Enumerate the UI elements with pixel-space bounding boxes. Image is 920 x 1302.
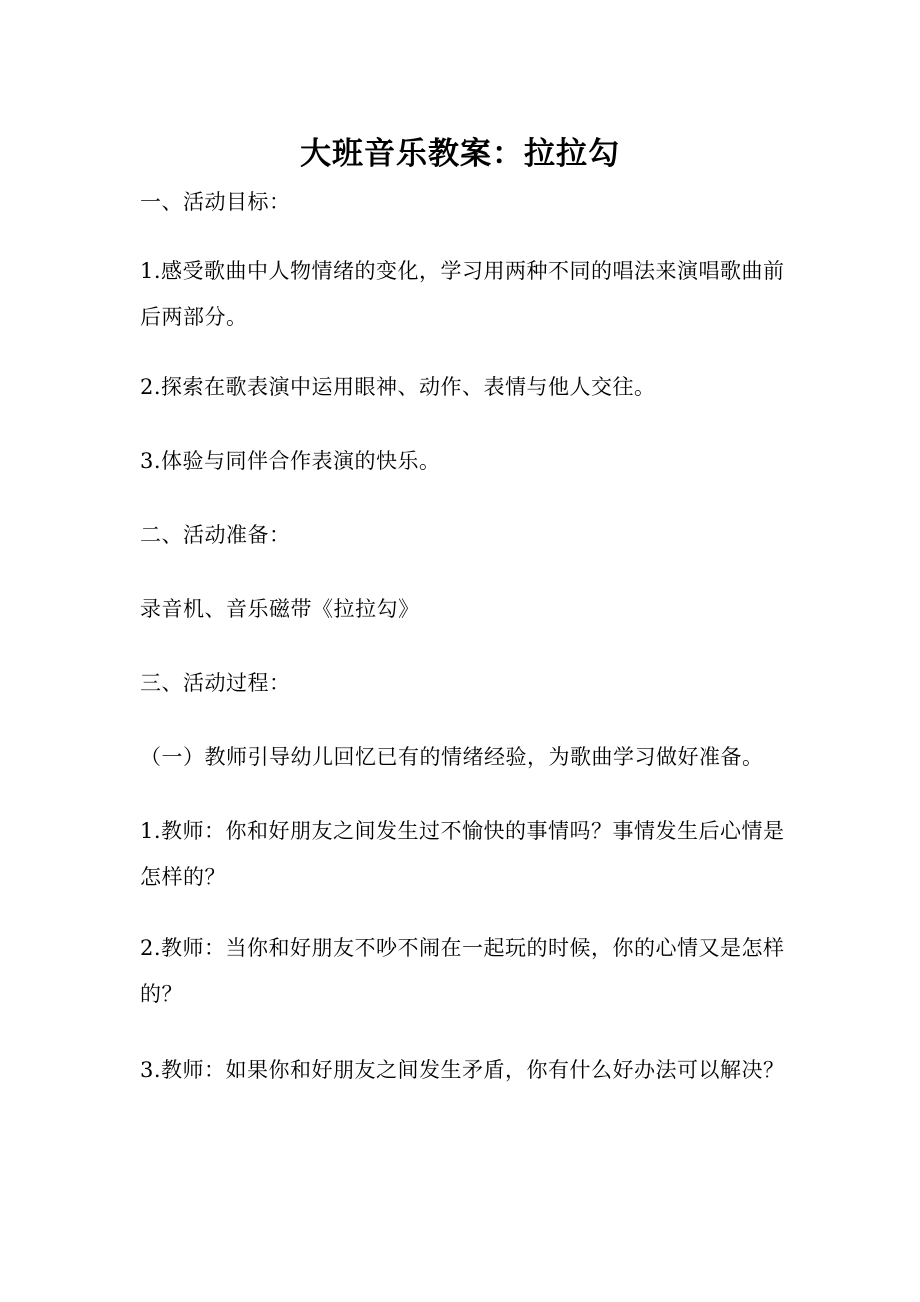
section-heading-objectives: 一、活动目标： xyxy=(140,190,291,214)
section-heading-process: 三、活动过程： xyxy=(140,671,291,695)
teacher-question-2: 2.教师：当你和好朋友不吵不闹在一起玩的时候，你的心情又是怎样的？ xyxy=(140,936,785,1006)
objective-item-3: 3.体验与同伴合作表演的快乐。 xyxy=(140,449,441,473)
teacher-question-1: 1.教师：你和好朋友之间发生过不愉快的事情吗？事情发生后心情是怎样的？ xyxy=(140,819,785,889)
teacher-question-3: 3.教师：如果你和好朋友之间发生矛盾，你有什么好办法可以解决？ xyxy=(140,1058,785,1082)
process-step-1: （一）教师引导幼儿回忆已有的情绪经验，为歌曲学习做好准备。 xyxy=(140,745,764,769)
objective-item-2: 2.探索在歌表演中运用眼神、动作、表情与他人交往。 xyxy=(140,375,656,399)
page-title: 大班音乐教案：拉拉勾 xyxy=(300,136,620,172)
section-heading-preparation: 二、活动准备： xyxy=(140,523,291,547)
objective-item-1: 1.感受歌曲中人物情绪的变化，学习用两种不同的唱法来演唱歌曲前后两部分。 xyxy=(140,259,785,329)
preparation-text: 录音机、音乐磁带《拉拉勾》 xyxy=(140,597,420,621)
